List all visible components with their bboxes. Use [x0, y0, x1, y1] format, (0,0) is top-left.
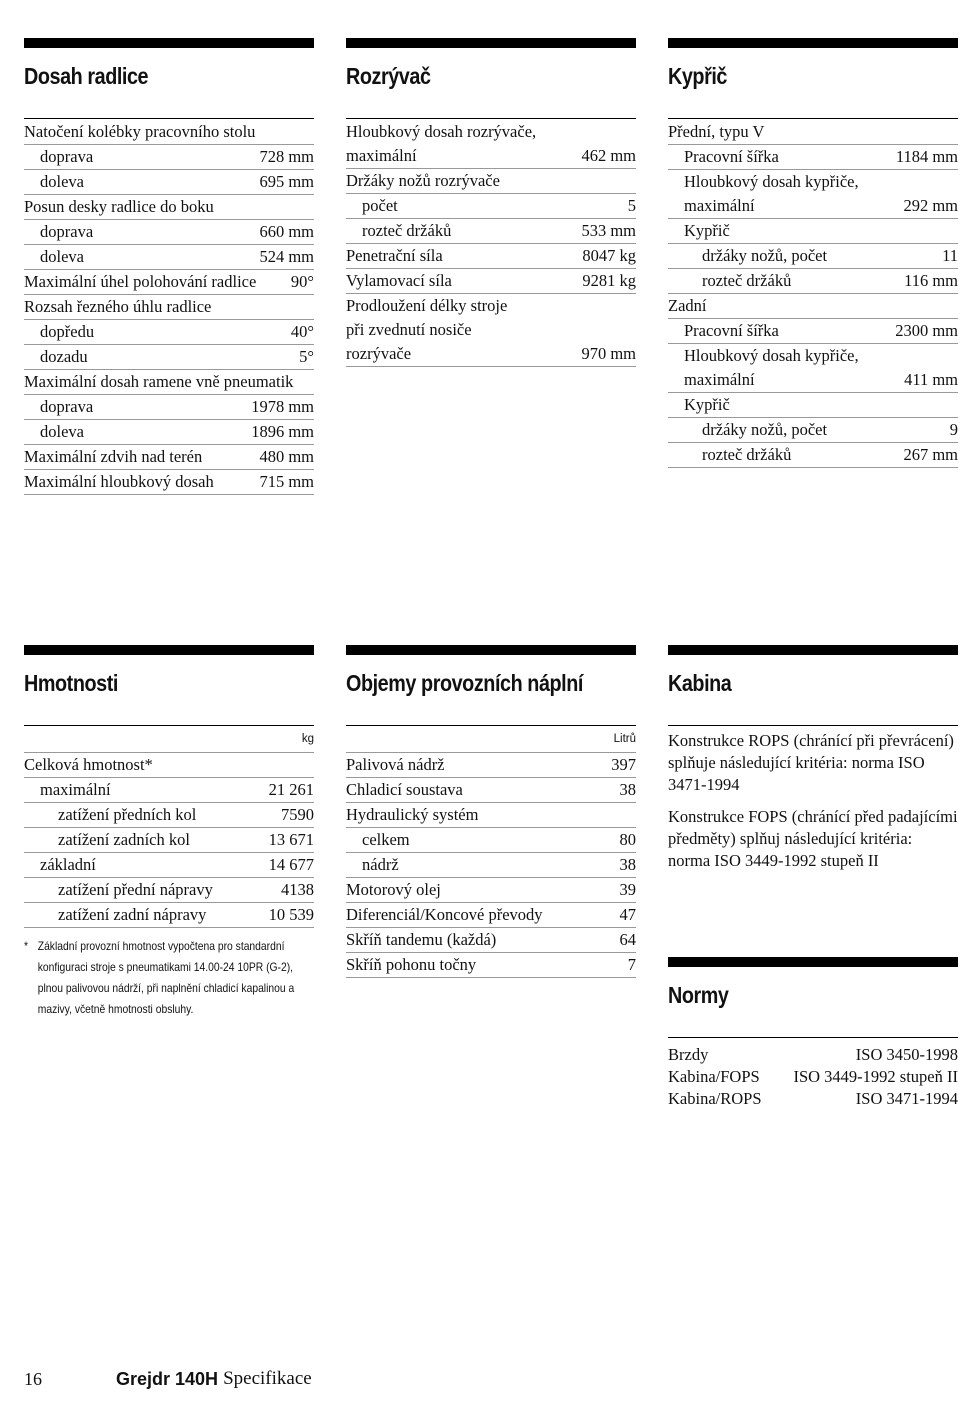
spec-value: 695 mm	[259, 172, 314, 191]
section-normy	[668, 957, 958, 1110]
spec-value: 4138	[281, 880, 314, 899]
spec-value: 397	[611, 755, 636, 774]
footer-title: Specifikace	[223, 1368, 312, 1389]
section-title: Objemy provozních náplní	[346, 670, 583, 696]
spec-label: Celková hmotnost*	[24, 755, 153, 774]
spec-row	[346, 903, 636, 928]
spec-row	[24, 878, 314, 903]
unit-label: kg	[24, 726, 314, 753]
spec-value: 524 mm	[259, 247, 314, 266]
spec-row	[24, 370, 314, 395]
spec-label: doleva	[40, 247, 84, 266]
spec-label: zatížení zadních kol	[58, 830, 190, 849]
spec-value: 533 mm	[581, 221, 636, 240]
unit-label: Litrů	[346, 726, 636, 753]
spec-label: Maximální dosah ramene vně pneumatik	[24, 372, 294, 391]
spec-label: dopředu	[40, 322, 95, 341]
spec-value: 462 mm	[581, 146, 636, 165]
spec-label: Přední, typu V	[668, 122, 765, 141]
spec-row	[24, 853, 314, 878]
spec-value: 38	[619, 780, 636, 799]
spec-row	[346, 753, 636, 778]
spec-value: 10 539	[268, 905, 314, 924]
spec-row	[346, 953, 636, 978]
section-kabina	[668, 645, 958, 882]
spec-label: nádrž	[362, 855, 399, 874]
norm-row	[668, 1044, 958, 1066]
spec-value: 11	[942, 246, 958, 265]
footnote-mark: *	[24, 939, 29, 953]
spec-row	[24, 470, 314, 495]
spec-row	[24, 903, 314, 928]
spec-value: 47	[619, 905, 636, 924]
section-bar	[346, 38, 636, 48]
spec-value: 970 mm	[581, 344, 636, 363]
spec-value: 5	[627, 196, 636, 215]
spec-row	[24, 195, 314, 220]
section-title: Kypřič	[668, 63, 727, 89]
spec-label: Držáky nožů rozrývače	[346, 171, 500, 190]
section-rozryvac	[346, 38, 636, 367]
spec-row	[668, 344, 958, 393]
spec-row	[24, 245, 314, 270]
rule	[668, 725, 958, 726]
spec-row	[346, 778, 636, 803]
spec-label: Kypřič	[684, 221, 730, 240]
spec-row	[346, 169, 636, 194]
spec-value: 90°	[290, 272, 314, 291]
spec-label: Pracovní šířka	[684, 147, 779, 166]
spec-label: rozteč držáků	[362, 221, 452, 240]
spec-value: 14 677	[268, 855, 314, 874]
spec-row	[668, 170, 958, 219]
spec-row	[24, 345, 314, 370]
spec-label: Palivová nádrž	[346, 755, 445, 774]
spec-table	[346, 753, 636, 978]
spec-value: 64	[619, 930, 636, 949]
spec-value: 728 mm	[259, 147, 314, 166]
spec-label: Maximální hloubkový dosah	[24, 472, 214, 491]
spec-value: 38	[619, 855, 636, 874]
section-objemy	[346, 645, 636, 978]
spec-row	[668, 319, 958, 344]
spec-value: 40°	[290, 322, 314, 341]
spec-label: Diferenciál/Koncové převody	[346, 905, 543, 924]
spec-row	[24, 828, 314, 853]
spec-table	[24, 753, 314, 928]
spec-row	[668, 145, 958, 170]
spec-value: 5°	[299, 347, 314, 366]
spec-row	[24, 170, 314, 195]
footer-model: Grejdr 140H	[116, 1368, 219, 1389]
spec-row	[668, 244, 958, 269]
norm-value: ISO 3450-1998	[855, 1045, 958, 1064]
section-bar	[346, 645, 636, 655]
norm-label: Brzdy	[668, 1045, 709, 1064]
spec-row	[346, 269, 636, 294]
norm-label: Kabina/FOPS	[668, 1067, 760, 1086]
spec-row	[24, 445, 314, 470]
spec-table	[24, 119, 314, 495]
kabina-rops-text: Konstrukce ROPS (chránící při převrácení) splňuje následující kritéria: norma ISO 3471-1994	[668, 731, 954, 794]
spec-label: doprava	[40, 147, 94, 166]
spec-value: 292 mm	[903, 196, 958, 215]
section-bar	[24, 38, 314, 48]
spec-row	[24, 753, 314, 778]
section-bar	[668, 645, 958, 655]
norm-value: ISO 3471-1994	[855, 1089, 958, 1108]
norm-row	[668, 1066, 958, 1088]
norm-label: Kabina/ROPS	[668, 1089, 762, 1108]
spec-row	[346, 803, 636, 828]
spec-value: 2300 mm	[895, 321, 958, 340]
spec-row	[24, 320, 314, 345]
norm-value: ISO 3449-1992 stupeň II	[793, 1067, 958, 1086]
spec-row	[24, 420, 314, 445]
spec-row	[668, 219, 958, 244]
spec-label: zatížení zadní nápravy	[58, 905, 207, 924]
section-dosah-radlice	[24, 38, 314, 495]
spec-row	[346, 219, 636, 244]
spec-label: dozadu	[40, 347, 88, 366]
section-hmotnosti	[24, 645, 314, 1020]
spec-label: Posun desky radlice do boku	[24, 197, 214, 216]
spec-label: Hydraulický systém	[346, 805, 479, 824]
spec-label: Vylamovací síla	[346, 271, 452, 290]
spec-label: držáky nožů, počet	[702, 246, 828, 265]
spec-row	[346, 853, 636, 878]
spec-row	[24, 295, 314, 320]
spec-value: 21 261	[268, 780, 314, 799]
spec-value: 8047 kg	[582, 246, 636, 265]
spec-label: zatížení předních kol	[58, 805, 197, 824]
spec-label: počet	[362, 196, 398, 215]
spec-label: Hloubkový dosah kypřiče, maximální	[684, 172, 859, 215]
section-kypric	[668, 38, 958, 468]
spec-row	[668, 120, 958, 145]
spec-row	[346, 828, 636, 853]
spec-label: základní	[40, 855, 96, 874]
spec-label: Penetrační síla	[346, 246, 443, 265]
spec-label: Chladicí soustava	[346, 780, 463, 799]
spec-value: 9281 kg	[582, 271, 636, 290]
spec-label: doprava	[40, 222, 94, 241]
spec-label: držáky nožů, počet	[702, 420, 828, 439]
spec-value: 80	[619, 830, 636, 849]
spec-label: Motorový olej	[346, 880, 441, 899]
spec-value: 267 mm	[903, 445, 958, 464]
spec-label: rozteč držáků	[702, 271, 792, 290]
spec-table	[668, 119, 958, 468]
spec-row	[346, 244, 636, 269]
spec-row	[346, 120, 636, 169]
spec-value: 715 mm	[259, 472, 314, 491]
spec-label: Maximální zdvih nad terén	[24, 447, 203, 466]
page-number: 16	[24, 1368, 42, 1389]
spec-value: 1978 mm	[251, 397, 314, 416]
spec-row	[24, 803, 314, 828]
section-title: Hmotnosti	[24, 670, 118, 696]
spec-value: 660 mm	[259, 222, 314, 241]
footnote-text: Základní provozní hmotnost vypočtena pro standardní konfiguraci stroje s pneumatikami 14.00-24 10PR (G-2), plnou palivovou nádrží, při naplnění chladicí kapalinou a mazivy, včetně hmotnosti obsluhy.	[37, 939, 295, 1016]
rule	[668, 1037, 958, 1038]
spec-label: Skříň pohonu točny	[346, 955, 477, 974]
spec-label: Hloubkový dosah kypřiče, maximální	[684, 346, 859, 389]
spec-row	[24, 270, 314, 295]
spec-row	[24, 395, 314, 420]
spec-label: Natočení kolébky pracovního stolu	[24, 122, 256, 141]
spec-label: Kypřič	[684, 395, 730, 414]
kabina-fops-text: Konstrukce FOPS (chránící před padajícími předměty) splňuj následující kritéria: norma ISO 3449-1992 stupeň II	[668, 807, 958, 870]
spec-label: doleva	[40, 172, 84, 191]
spec-value: 480 mm	[259, 447, 314, 466]
section-title: Rozrývač	[346, 63, 431, 89]
spec-row	[668, 418, 958, 443]
section-title: Dosah radlice	[24, 63, 149, 89]
spec-value: 1184 mm	[895, 147, 958, 166]
spec-label: Prodloužení délky stroje při zvednutí nosiče rozrývače	[346, 296, 508, 363]
footnote	[24, 936, 315, 1020]
spec-row	[346, 194, 636, 219]
spec-row	[24, 778, 314, 803]
spec-value: 411 mm	[904, 370, 958, 389]
spec-label: rozteč držáků	[702, 445, 792, 464]
spec-label: celkem	[362, 830, 410, 849]
spec-row	[668, 269, 958, 294]
spec-row	[668, 294, 958, 319]
section-title: Normy	[668, 982, 729, 1008]
spec-label: Zadní	[668, 296, 707, 315]
spec-value: 1896 mm	[251, 422, 314, 441]
spec-value: 9	[949, 420, 958, 439]
spec-label: doleva	[40, 422, 84, 441]
spec-label: maximální	[40, 780, 111, 799]
spec-row	[24, 220, 314, 245]
spec-row	[346, 928, 636, 953]
spec-row	[346, 294, 636, 367]
spec-label: Hloubkový dosah rozrývače, maximální	[346, 122, 537, 165]
spec-table	[346, 119, 636, 367]
spec-row	[668, 393, 958, 418]
spec-value: 7590	[281, 805, 314, 824]
spec-label: doprava	[40, 397, 94, 416]
section-bar	[668, 38, 958, 48]
spec-value: 116 mm	[904, 271, 958, 290]
norm-row	[668, 1088, 958, 1110]
spec-label: Maximální úhel polohování radlice	[24, 272, 257, 291]
spec-value: 7	[627, 955, 636, 974]
spec-row	[24, 120, 314, 145]
page-footer	[24, 1364, 424, 1394]
spec-label: Rozsah řezného úhlu radlice	[24, 297, 212, 316]
spec-row	[668, 443, 958, 468]
section-bar	[668, 957, 958, 967]
spec-label: zatížení přední nápravy	[58, 880, 213, 899]
spec-row	[346, 878, 636, 903]
spec-row	[24, 145, 314, 170]
section-bar	[24, 645, 314, 655]
section-title: Kabina	[668, 670, 732, 696]
spec-label: Skříň tandemu (každá)	[346, 930, 497, 949]
spec-value: 39	[619, 880, 636, 899]
spec-label: Pracovní šířka	[684, 321, 779, 340]
spec-value: 13 671	[268, 830, 314, 849]
